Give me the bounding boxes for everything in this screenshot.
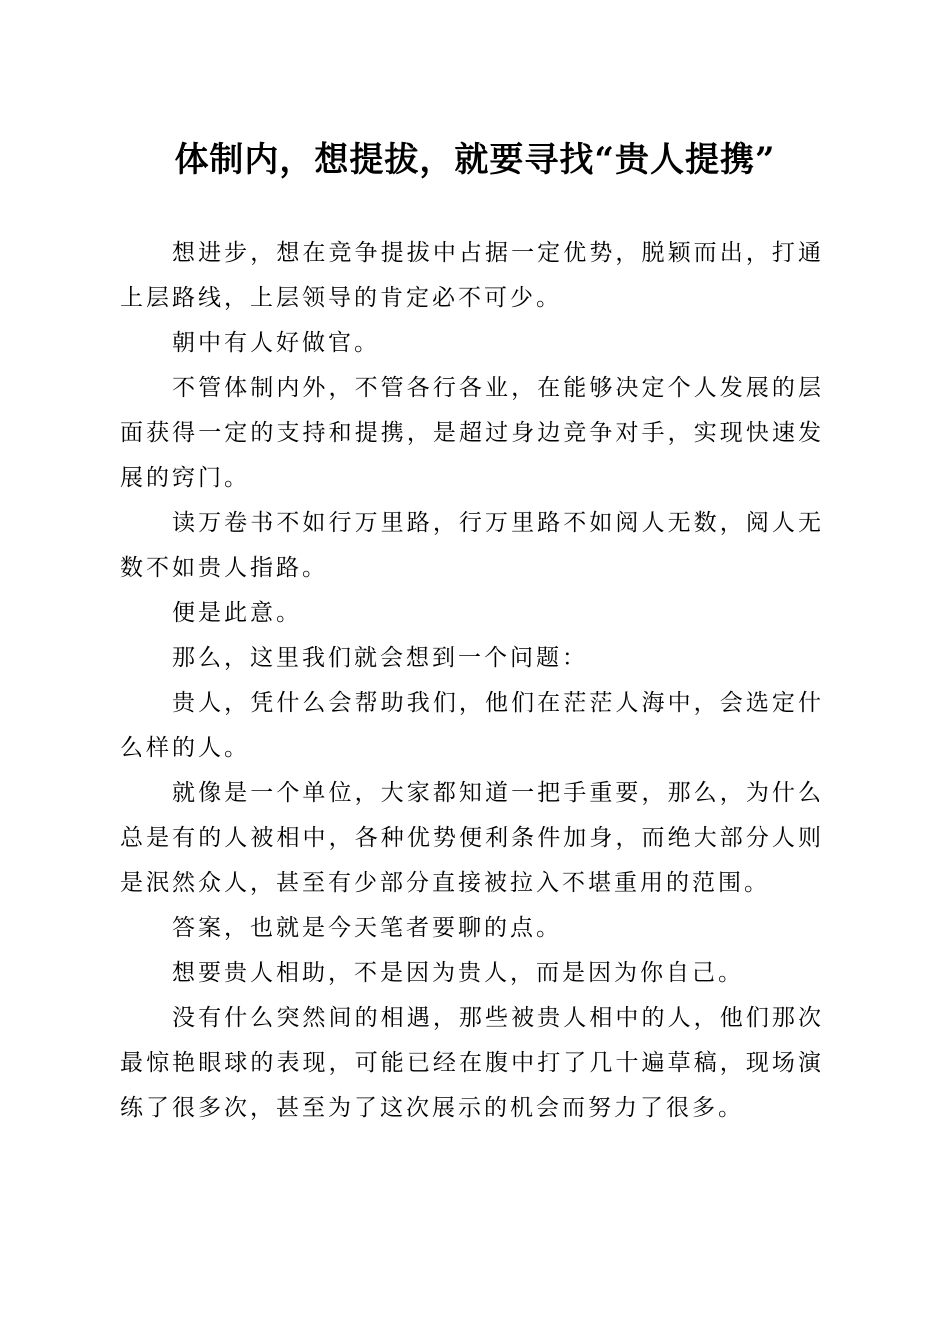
paragraph: 朝中有人好做官。: [172, 330, 380, 356]
paragraph: 答案，也就是今天笔者要聊的点。: [172, 915, 562, 941]
paragraph: 那么，这里我们就会想到一个问题：: [172, 645, 588, 671]
paragraph: 想进步，想在竞争提拔中占据一定优势，脱颖而出，打通上层路线，上层领导的肯定必不可少。: [120, 240, 824, 311]
paragraph: 读万卷书不如行万里路，行万里路不如阅人无数，阅人无数不如贵人指路。: [120, 510, 824, 581]
paragraph: 想要贵人相助，不是因为贵人，而是因为你自己。: [172, 960, 744, 986]
paragraph: 就像是一个单位，大家都知道一把手重要，那么，为什么总是有的人被相中，各种优势便利条件加身，而绝大部分人则是泯然众人，甚至有少部分直接被拉入不堪重用的范围。: [120, 780, 824, 896]
paragraph: 贵人，凭什么会帮助我们，他们在茫茫人海中，会选定什么样的人。: [120, 690, 824, 761]
paragraph: 不管体制内外，不管各行各业，在能够决定个人发展的层面获得一定的支持和提携，是超过身边竞争对手，实现快速发展的窍门。: [120, 375, 824, 491]
paragraph: 没有什么突然间的相遇，那些被贵人相中的人，他们那次最惊艳眼球的表现，可能已经在腹中打了几十遍草稿，现场演练了很多次，甚至为了这次展示的机会而努力了很多。: [120, 1005, 824, 1121]
document-title: 体制内，想提拔，就要寻找“贵人提携”: [174, 140, 776, 180]
paragraph: 便是此意。: [172, 600, 302, 626]
document-body: [120, 231, 824, 1131]
